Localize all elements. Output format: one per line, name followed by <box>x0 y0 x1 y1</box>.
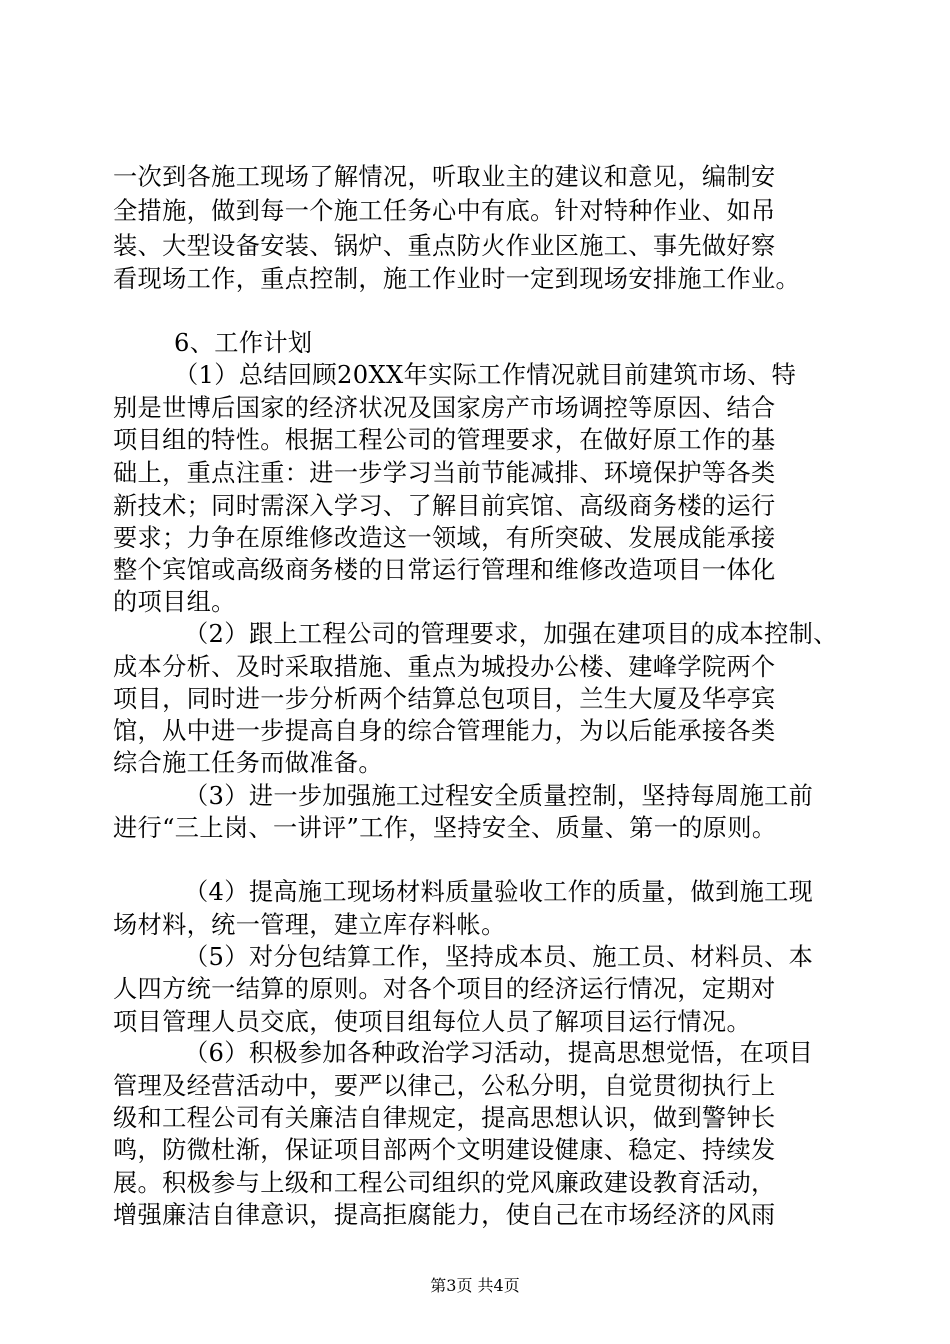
text-line: 全措施，做到每一个施工任务心中有底。针对特种作业、如吊 <box>113 197 776 225</box>
text-line: 装、大型设备安装、锅炉、重点防火作业区施工、事先做好察 <box>113 232 776 260</box>
section-heading: 6、工作计划 <box>174 329 313 357</box>
text-line: （5）对分包结算工作，坚持成本员、施工员、材料员、本 <box>184 943 814 971</box>
text-line: 馆，从中进一步提高自身的综合管理能力，为以后能承接各类 <box>113 717 776 745</box>
text-line: （2）跟上工程公司的管理要求，加强在建项目的成本控制、 <box>184 620 838 648</box>
text-line: 项目管理人员交底，使项目组每位人员了解项目运行情况。 <box>113 1008 751 1036</box>
text-line: 增强廉洁自律意识，提高拒腐能力，使自己在市场经济的风雨 <box>113 1201 776 1229</box>
text-line: 一次到各施工现场了解情况，听取业主的建议和意见，编制安 <box>113 163 776 191</box>
text-line: 鸣，防微杜渐，保证项目部两个文明建设健康、稳定、持续发 <box>113 1136 776 1164</box>
text-line: （4）提高施工现场材料质量验收工作的质量，做到施工现 <box>184 878 814 906</box>
page-number: 第3页 共4页 <box>430 1276 520 1295</box>
text-line: 别是世博后国家的经济状况及国家房产市场调控等原因、结合 <box>113 394 776 422</box>
text-line: 人四方统一结算的原则。对各个项目的经济运行情况，定期对 <box>113 975 776 1003</box>
text-line: （6）积极参加各种政治学习活动，提高思想觉悟，在项目 <box>184 1039 814 1067</box>
text-line: 场材料，统一管理，建立库存料帐。 <box>113 911 506 939</box>
text-line: 新技术；同时需深入学习、了解目前宾馆、高级商务楼的运行 <box>113 492 776 520</box>
text-line: 项目，同时进一步分析两个结算总包项目，兰生大厦及华亭宾 <box>113 685 776 713</box>
text-line: 综合施工任务而做准备。 <box>113 749 383 777</box>
text-line: 成本分析、及时采取措施、重点为城投办公楼、建峰学院两个 <box>113 653 776 681</box>
text-line: 础上，重点注重：进一步学习当前节能减排、环境保护等各类 <box>113 459 776 487</box>
text-line: （1）总结回顾20XX年实际工作情况就目前建筑市场、特 <box>174 361 797 389</box>
text-line: 要求；力争在原维修改造这一领域，有所突破、发展成能承接 <box>113 524 776 552</box>
text-line: 级和工程公司有关廉洁自律规定，提高思想认识，做到警钟长 <box>113 1104 776 1132</box>
text-line: （3）进一步加强施工过程安全质量控制，坚持每周施工前 <box>184 782 814 810</box>
text-line: 项目组的特性。根据工程公司的管理要求，在做好原工作的基 <box>113 426 776 454</box>
text-line: 的项目组。 <box>113 588 236 616</box>
text-line: 管理及经营活动中，要严以律己，公私分明，自觉贯彻执行上 <box>113 1072 776 1100</box>
text-line: 进行“三上岗、一讲评”工作，坚持安全、质量、第一的原则。 <box>113 814 777 842</box>
text-line: 展。积极参与上级和工程公司组织的党风廉政建设教育活动， <box>113 1169 776 1197</box>
text-line: 看现场工作，重点控制，施工作业时一定到现场安排施工作业。 <box>113 265 801 293</box>
text-line: 整个宾馆或高级商务楼的日常运行管理和维修改造项目一体化 <box>113 556 776 584</box>
